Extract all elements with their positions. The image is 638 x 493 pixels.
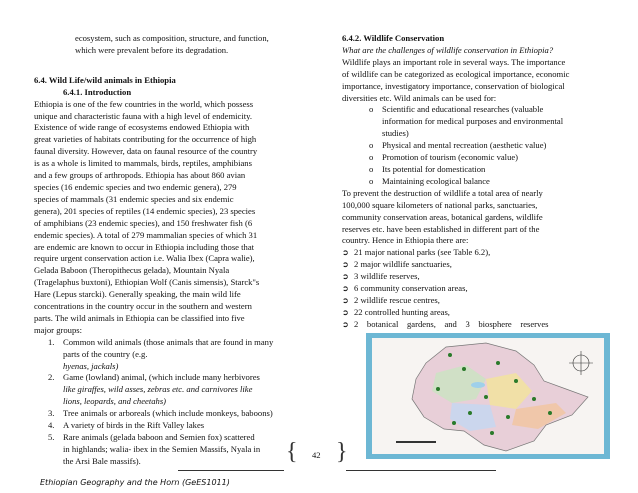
list-item: 4. A variety of birds in the Rift Valley lakes [48,420,205,431]
list-item: o Its potential for domestication [369,163,486,174]
page-number: 42 [312,450,321,460]
list-item: ➲ 6 community conservation areas, [342,283,468,294]
list-item: ➲ 22 controlled hunting areas, [342,306,450,317]
list-item: ➲ 21 major national parks (see Table 6.2), [342,247,491,258]
protected-areas-map [366,333,610,459]
footer-rule-left [178,470,284,471]
arrow-bullet-icon: ➲ [342,295,349,305]
section-heading: 6.4.2. Wildlife Conservation [342,33,445,43]
subsection-heading: 6.4.1. Introduction [63,86,132,97]
arrow-bullet-icon: ➲ [342,272,349,282]
lake-shape [471,382,485,388]
arrow-bullet-icon: ➲ [342,284,349,294]
list-item: 5. Rare animals (gelada baboon and Semien fox) scattered in highlands; walia- ibex in the Semien Massifs, Nyala in the Arsi Bale massifs). [48,432,261,466]
list-item: ➲ 2 wildlife rescue centres, [342,294,440,305]
section-heading: 6.4. Wild Life/wild animals in Ethiopia [34,74,176,85]
list-item: o Promotion of tourism (economic value) [369,152,519,163]
footer-rule-right [346,470,496,471]
intro-paragraph: Ethiopia is one of the few countries in the world, which possess unique and characteristic fauna with a high level of endemicity. Existence of wide range of ecosystems endowed Ethiopia with great varieties of habitats contributing for the occurrence of high faunal diversity. However, data on faunal resource of the country is as a whole is limited to mammals, birds, reptiles, amphibians and a few groups of arthropods. Ethiopia has about 860 avian species (16 endemic species and two endemic genera), 279 species of mammals (31 endemic species and six endemic genera), 201 species of reptiles (14 endemic species), 23 species of amphibians (23 endemic species), and 150 freshwater fish (6 endemic species). A total of 279 mammalian species of which 31 are endemic are known to occur in Ethiopia including those that require urgent conservation action i.e. Walia Ibex (Capra walie), Gelada Baboon (Theropithecus gelada), Mountain Nyala (Tragelaphus buxtoni), Ethiopian Wolf (Canis simensis), Starck"s Hare (Lepus starcki). Generally speaking, the main wild life concentrations in the country occur in the southern and western parts. The wild animals in Ethiopia can be classified into five major groups: [34,98,260,335]
list-item: 1. Common wild animals (those animals that are found in many parts of the country (e.g. hyenas, jackals) [48,336,274,371]
right-column [342,0,604,331]
arrow-bullet-icon: ➲ [342,248,349,258]
list-item: 3. Tree animals or arboreals (which include monkeys, baboons) [48,408,273,419]
list-item: 2. Game (lowland) animal, (which include many herbivores like giraffes, wild asses, zebras etc. and carnivores like lions, leopards, and cheetahs) [48,372,260,407]
right-brace-ornament: } [336,439,348,465]
list-item: ➲ 2 botanical gardens, and 3 biosphere reserves [342,318,549,329]
guiding-question: What are the challenges of wildlife conservation in Ethiopia? [342,44,554,55]
protected-areas-list [342,247,604,330]
book-title-footer: Ethiopian Geography and the Horn (GeES1011) [40,478,230,487]
protected-areas-paragraph: To prevent the destruction of wildlife a total area of nearly 100,000 square kilometers of national parks, sanctuaries, community conservation areas, botanical gardens, wildlife reserves etc. have been established in different part of the country. Hence in Ethiopia there are: [342,187,543,246]
arrow-bullet-icon: ➲ [342,319,349,329]
scale-bar [396,441,436,443]
importance-paragraph: Wildlife plays an important role in several ways. The importance of wildlife can be categorized as ecological importance, economic importance, investigatory importance, conservation of biological diversities etc. Wild animals can be used for: [342,56,570,103]
list-item: o Physical and mental recreation (aesthetic value) [369,140,547,151]
animal-groups-list [34,337,304,468]
left-column [34,0,304,468]
list-item: ➲ 2 major wildlife sanctuaries, [342,259,452,270]
list-item: o Scientific and educational researches (valuable information for medical purposes and environmental studies) [369,104,564,139]
arrow-bullet-icon: ➲ [342,260,349,270]
arrow-bullet-icon: ➲ [342,307,349,317]
continued-text: ecosystem, such as composition, structure, and function, which were prevalent before its degradation. [75,33,269,55]
uses-list [342,104,604,187]
list-item: ➲ 3 wildlife reserves, [342,271,420,282]
left-brace-ornament: { [286,439,298,465]
list-item: o Maintaining ecological balance [369,175,490,186]
